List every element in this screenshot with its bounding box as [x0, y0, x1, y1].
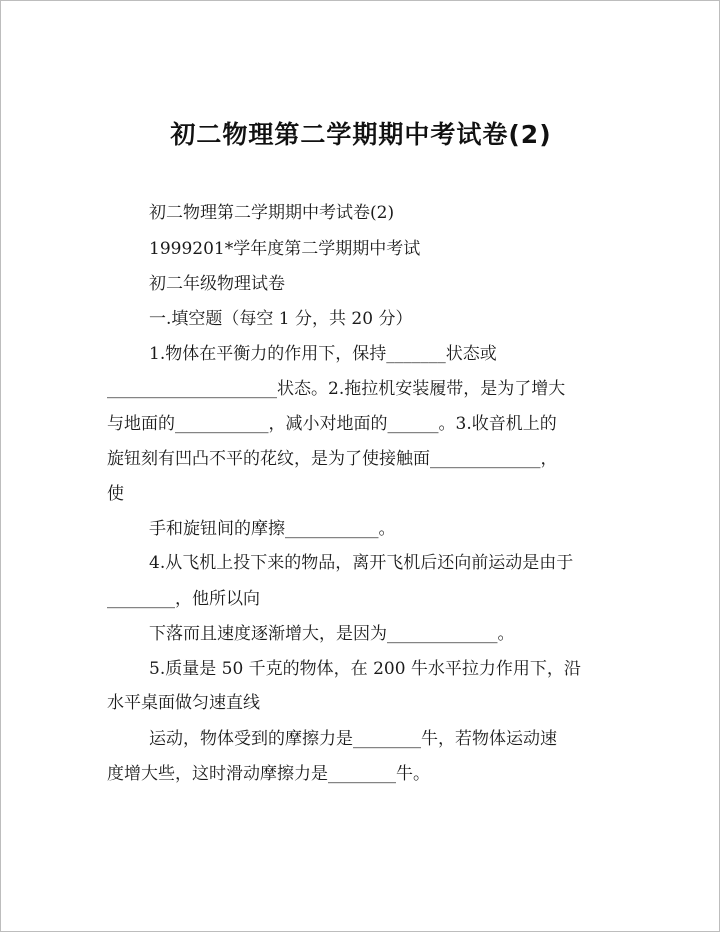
text-line: 旋钮刻有凹凸不平的花纹，是为了使接触面_____________， — [107, 449, 558, 469]
text-line: 水平桌面做匀速直线 — [107, 693, 260, 713]
text-line: 4.从飞机上投下来的物品，离开飞机后还向前运动是由于 — [149, 553, 574, 573]
text-line-school-year: 1999201*学年度第二学期期中考试 — [149, 239, 421, 259]
text-line: 运动，物体受到的摩擦力是________牛，若物体运动速 — [149, 729, 557, 749]
text-line: 5.质量是 50 千克的物体，在 200 牛水平拉力作用下，沿 — [149, 659, 581, 679]
text-line: ____________________状态。2.拖拉机安装履带，是为了增大 — [107, 379, 566, 399]
text-line-grade: 初二年级物理试卷 — [149, 274, 285, 294]
text-line: 手和旋钮间的摩擦___________。 — [149, 519, 396, 539]
text-line: ________，他所以向 — [107, 589, 260, 609]
section-heading: 一.填空题（每空 1 分，共 20 分） — [149, 309, 413, 329]
text-line: 度增大些，这时滑动摩擦力是________牛。 — [107, 764, 430, 784]
text-line: 下落而且速度逐渐增大，是因为_____________。 — [149, 624, 515, 644]
text-line: 1.物体在平衡力的作用下，保持_______状态或 — [149, 344, 497, 364]
text-line: 使 — [107, 484, 124, 504]
text-line: 与地面的___________，减小对地面的______。3.收音机上的 — [107, 414, 557, 434]
text-line-subtitle: 初二物理第二学期期中考试卷(2) — [149, 203, 395, 223]
document-title: 初二物理第二学期期中考试卷(2) — [170, 120, 552, 149]
